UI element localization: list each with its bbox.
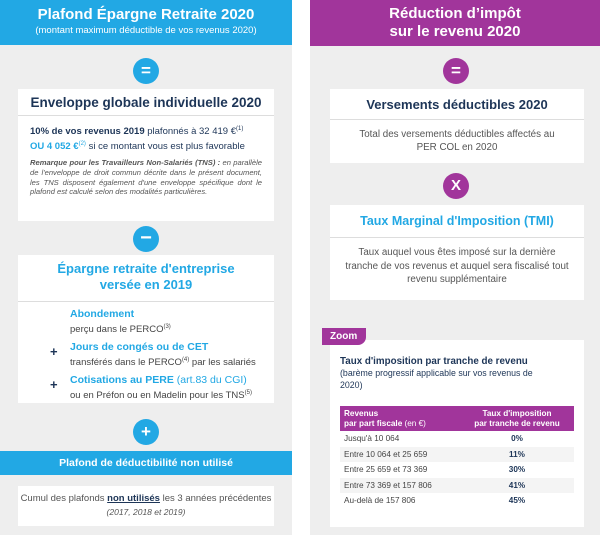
revenue-line: 10% de vos revenus 2019 plafonnés à 32 419 €$^{(1)}$ <box>30 126 244 138</box>
item-desc-rest: par les salariés <box>189 357 256 369</box>
list-item <box>18 374 274 402</box>
range-cell: Entre 73 369 et 157 806 <box>344 480 432 490</box>
cumul-plafonds-card: Cumul des plafonds non utilisés les 3 années précédentes (2017, 2018 et 2019) <box>18 486 274 526</box>
multiply-icon: X <box>443 173 469 199</box>
alternative-line: OU 4 052 €$^{(2)}$ si ce montant vous est plus favorable <box>30 141 245 153</box>
table-row <box>340 431 574 447</box>
epargne-entreprise-card <box>18 255 274 403</box>
versements-title: Versements déductibles 2020 <box>366 97 548 112</box>
plafond-non-utilise-banner: Plafond de déductibilité non utilisé <box>0 451 292 475</box>
tmi-title: Taux Marginal d'Imposition (TMI) <box>360 214 554 228</box>
list-item <box>18 341 274 369</box>
tax-bracket-table <box>340 406 574 509</box>
plus-sign: + <box>50 377 58 393</box>
item-footnote: (5) <box>244 390 252 397</box>
enveloppe-body <box>18 116 274 153</box>
item-footnote: (4) <box>181 357 190 364</box>
epargne-items <box>18 302 274 402</box>
minus-icon: − <box>133 226 159 252</box>
range-cell: Jusqu'à 10 064 <box>344 434 400 443</box>
left-header-subtitle: (montant maximum déductible de vos revenus 2020) <box>35 25 257 36</box>
table-body <box>340 431 574 509</box>
versements-body: Total des versements déductibles affectés au PER COL en 2020 <box>359 129 555 153</box>
right-header-line2: sur le revenu 2020 <box>389 23 521 40</box>
equals-icon: = <box>443 58 469 84</box>
item-footnote: (3) <box>163 324 171 330</box>
right-header <box>310 0 600 46</box>
zoom-panel <box>330 331 584 527</box>
item-title: Cotisations au PERE <box>70 374 174 387</box>
item-title: Abondement <box>70 308 135 320</box>
left-header-title: Plafond Épargne Retraite 2020 <box>37 6 255 23</box>
equals-icon: = <box>133 58 159 84</box>
tmi-body: Taux auquel vous êtes imposé sur la dernière tranche de vos revenus et auquel sera fiscalisé tout revenu supplémentaire <box>345 247 569 285</box>
col-taux-header: Taux d'imposition par tranche de revenu <box>474 408 560 428</box>
item-desc: transférés dans le PERCO <box>70 357 182 369</box>
item-desc: ou en Préfon ou en Madelin pour les TNS <box>70 390 245 402</box>
table-header-row <box>340 406 574 431</box>
table-row <box>340 478 574 494</box>
table-row <box>340 447 574 463</box>
zoom-subtitle: (barème progressif applicable sur vos revenus de 2020) <box>340 368 533 390</box>
epargne-title: Épargne retraite d'entreprise versée en 2019 <box>57 261 235 292</box>
range-cell: Entre 25 659 et 73 369 <box>344 465 428 475</box>
rate-cell: 0% <box>511 434 523 443</box>
tns-remark: Remarque pour les Travailleurs Non-Salariés (TNS) : en parallèle de l'enveloppe de droit commun décrite dans le présent document, les TNS disposent également d'une enveloppe spécifique dont le plafond est calculé selon des modalités particulières. <box>30 158 263 197</box>
right-column <box>310 0 600 535</box>
zoom-title: Taux d'imposition par tranche de revenu <box>340 356 528 367</box>
left-column <box>0 0 292 535</box>
table-row <box>340 493 574 509</box>
table-row <box>340 462 574 478</box>
item-title-extra: (art.83 du CGI) <box>173 374 247 387</box>
plus-sign: + <box>50 344 58 360</box>
plus-icon: + <box>133 419 159 445</box>
item-title: Jours de congés ou de CET <box>70 341 209 354</box>
right-header-line1: Réduction d’impôt <box>389 5 521 22</box>
range-cell: Entre 10 064 et 25 659 <box>344 449 428 459</box>
tmi-card <box>330 205 584 300</box>
range-cell: Au-delà de 157 806 <box>344 496 416 506</box>
versements-card <box>330 89 584 163</box>
enveloppe-card <box>18 89 274 221</box>
list-item <box>18 308 274 336</box>
rate-cell: 11% <box>509 449 525 459</box>
rate-cell: 41% <box>508 480 526 490</box>
col-revenus-header: Revenus par part fiscale (en €) <box>344 408 426 428</box>
left-header <box>0 0 292 45</box>
enveloppe-title: Enveloppe globale individuelle 2020 <box>30 95 262 110</box>
zoom-tag: Zoom <box>322 328 366 345</box>
item-desc: perçu dans le PERCO <box>70 324 164 336</box>
rate-cell: 45% <box>508 496 526 506</box>
rate-cell: 30% <box>508 465 526 475</box>
